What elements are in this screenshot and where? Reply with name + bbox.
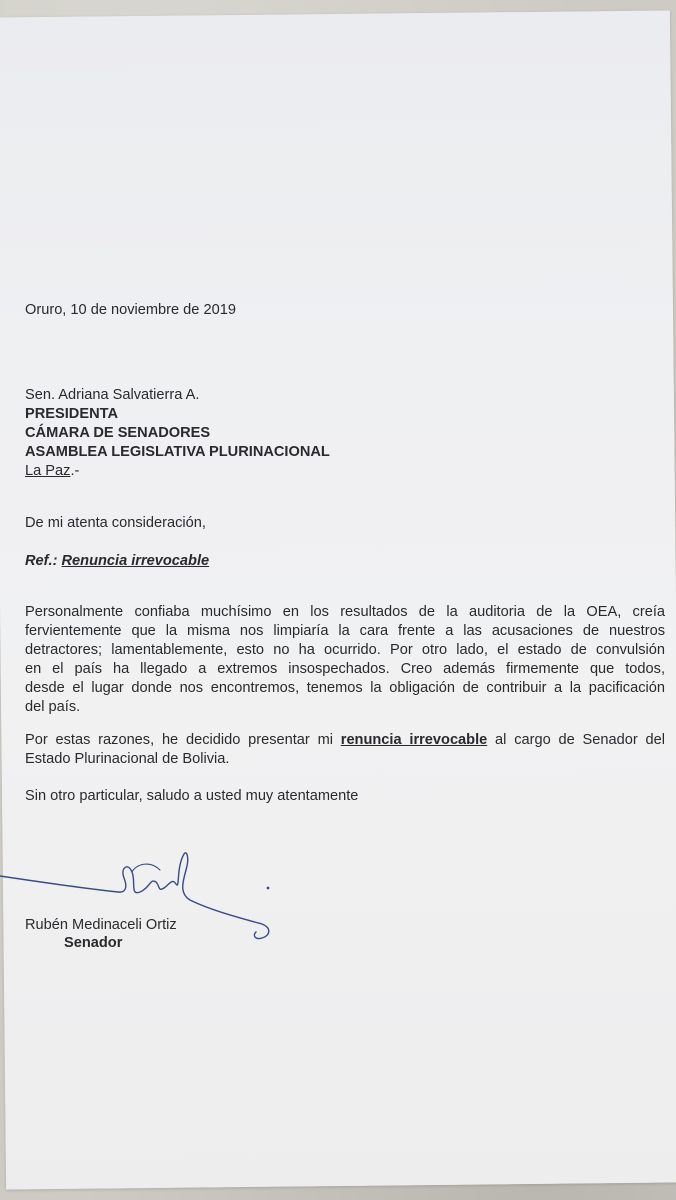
paragraph-1-line-3: detractores; lamentablemente, esto no ha ocurrido. Por otro lado, el estado de convulsión — [25, 642, 665, 658]
paragraph-1-line-2: fervientemente que la misma nos limpiaría la cara frente a las acusaciones de nuestros — [25, 623, 665, 639]
paragraph-1-line-4: en el país ha llegado a extremos insospechados. Creo además firmemente que todos, — [25, 661, 665, 677]
recipient-city-suffix: .- — [70, 463, 80, 479]
recipient-name: Sen. Adriana Salvatierra A. — [25, 387, 200, 403]
recipient-chamber: CÁMARA DE SENADORES — [25, 425, 211, 441]
paragraph-1-line-6: del país. — [25, 699, 81, 715]
paragraph-2-before: Por estas razones, he decidido presentar mi — [25, 732, 341, 748]
reference-label: Ref.: — [25, 553, 58, 569]
signatory-name: Rubén Medinaceli Ortiz — [25, 917, 177, 933]
greeting: De mi atenta consideración, — [25, 515, 206, 531]
paragraph-1-line-1: Personalmente confiaba muchísimo en los resultados de la auditoria de la OEA, creía — [25, 604, 665, 620]
reference-line — [25, 552, 209, 571]
recipient-city: La Paz — [25, 463, 71, 479]
signatory-position: Senador — [64, 935, 123, 951]
closing: Sin otro particular, saludo a usted muy atentamente — [25, 788, 359, 804]
paragraph-2-line-2: Estado Plurinacional de Bolivia. — [25, 751, 230, 767]
reference-subject: Renuncia irrevocable — [61, 553, 210, 569]
place-date: Oruro, 10 de noviembre de 2019 — [25, 302, 236, 318]
recipient-city-line — [25, 462, 79, 481]
paragraph-2-emphasis: renuncia irrevocable — [340, 732, 488, 748]
paragraph-2-after: al cargo de Senador del — [487, 732, 665, 748]
paragraph-2-line-1 — [25, 731, 665, 750]
paragraph-1-line-5: desde el lugar donde nos encontremos, tenemos la obligación de contribuir a la pacificación — [25, 680, 665, 696]
recipient-title: PRESIDENTA — [25, 406, 118, 422]
recipient-assembly: ASAMBLEA LEGISLATIVA PLURINACIONAL — [25, 444, 330, 460]
